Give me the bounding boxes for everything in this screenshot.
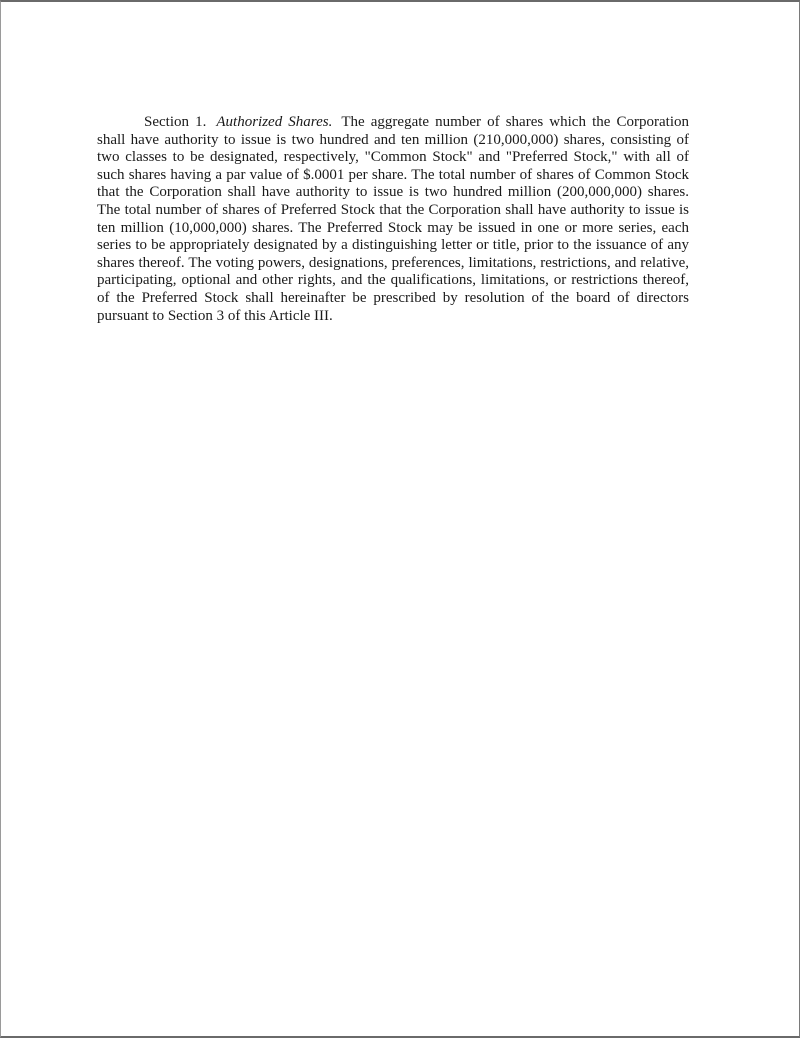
section-paragraph [97, 114, 689, 325]
section-title: Authorized Shares. [216, 114, 333, 130]
section-body-text: The aggregate number of shares which the Corporation shall have authority to issue is two hundred and ten million (210,000,000) shares, consisting of two classes to be designated, respectively, "Common Stock" and "Preferred Stock," with all of such shares having a par value of $.0001 per share. The total number of shares of Common Stock that the Corporation shall have authority to issue is two hundred million (200,000,000) shares. The total number of shares of Preferred Stock that the Corporation shall have authority to issue is ten million (10,000,000) shares. The Preferred Stock may be issued in one or more series, each series to be appropriately designated by a distinguishing letter or title, prior to the issuance of any shares thereof. The voting powers, designations, preferences, limitations, restrictions, and relative, participating, optional and other rights, and the qualifications, limitations, or restrictions thereof, of the Preferred Stock shall hereinafter be prescribed by resolution of the board of directors pursuant to Section 3 of this Article III. [97, 114, 689, 324]
section-number: Section 1. [144, 114, 207, 130]
document-body [97, 114, 689, 325]
